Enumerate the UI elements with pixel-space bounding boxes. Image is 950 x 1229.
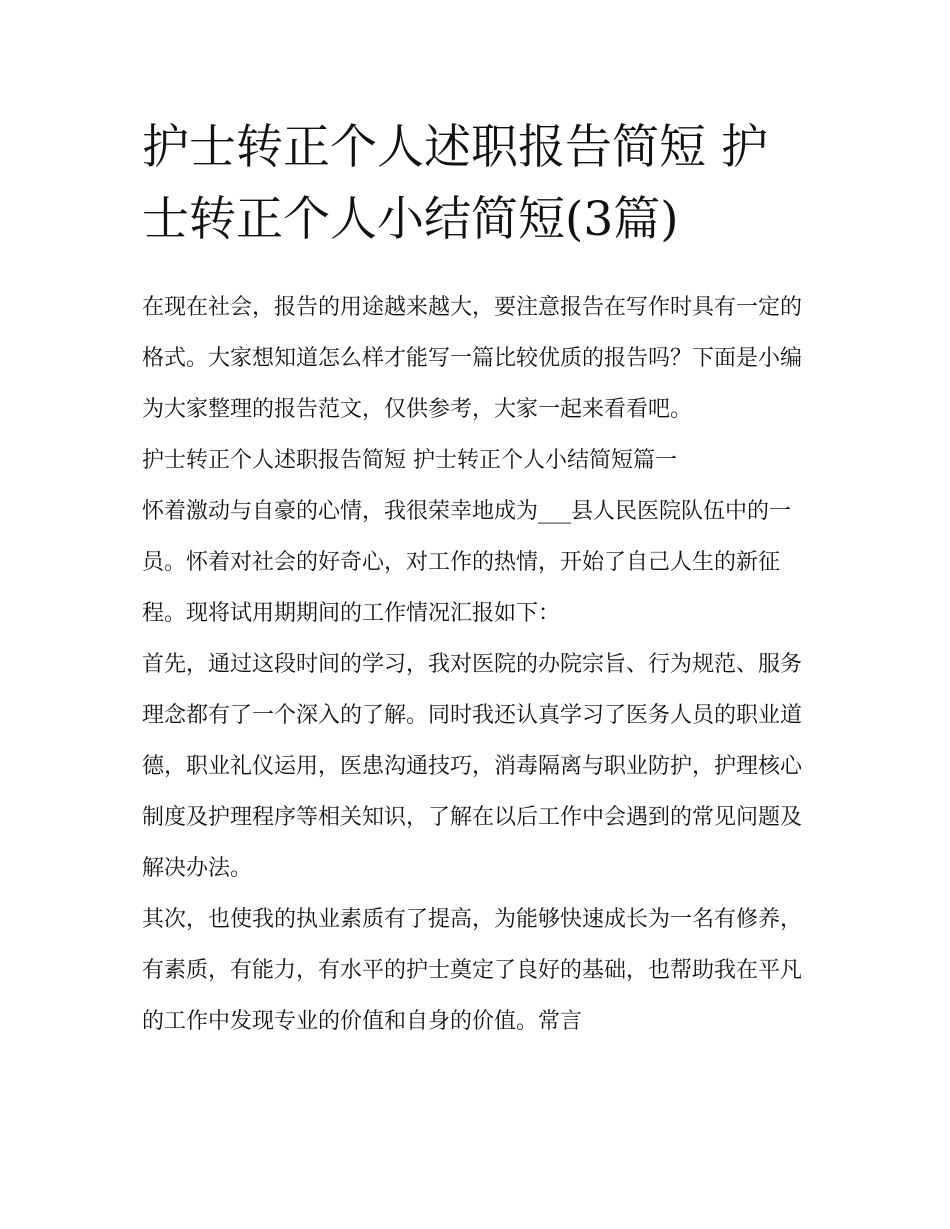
body-paragraph-3: 其次，也使我的执业素质有了提高，为能够快速成长为一名有修养，有素质，有能力，有水平的护士奠定了良好的基础，也帮助我在平凡的工作中发现专业的价值和自身的价值。常言: [142, 907, 803, 1034]
document-body: [142, 282, 814, 1047]
body-paragraph-2: 首先，通过这段时间的学习，我对医院的办院宗旨、行为规范、服务理念都有了一个深入的了解。同时我还认真学习了医务人员的职业道德，职业礼仪运用，医患沟通技巧，消毒隔离与职业防护，护理核心制度及护理程序等相关知识，了解在以后工作中会遇到的常见问题及解决办法。: [142, 652, 803, 881]
body-paragraph-1: 怀着激动与自豪的心情，我很荣幸地成为___县人民医院队伍中的一员。怀着对社会的好奇心，对工作的热情，开始了自己人生的新征程。现将试用期期间的工作情况汇报如下：: [142, 499, 792, 626]
document-page: [142, 112, 814, 1047]
section-heading: 护士转正个人述职报告简短 护士转正个人小结简短篇一: [142, 448, 677, 473]
intro-paragraph: 在现在社会，报告的用途越来越大，要注意报告在写作时具有一定的格式。大家想知道怎么样才能写一篇比较优质的报告吗？下面是小编为大家整理的报告范文，仅供参考，大家一起来看看吧。: [142, 295, 803, 422]
document-title: 护士转正个人述职报告简短 护士转正个人小结简短(3篇): [142, 120, 768, 247]
